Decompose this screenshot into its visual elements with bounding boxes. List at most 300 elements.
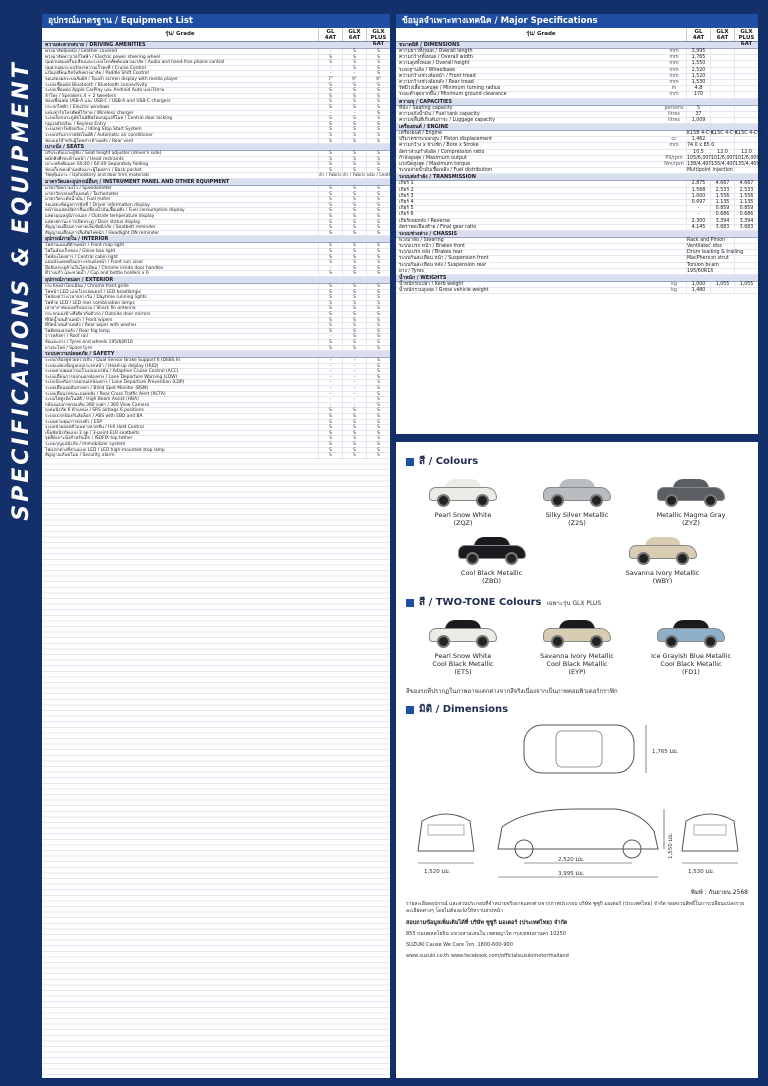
address: 855 ถนนพหลโยธิน แขวงสามเสนใน เขตพญาไท กรุงเทพมหานคร 10250: [406, 931, 566, 937]
row-value: S: [318, 60, 342, 65]
row-label: ระบบควบคุมการทรงตัว / ESP: [45, 419, 102, 425]
info-panel: [396, 442, 758, 1078]
colour-name: Savanna Ivory Metallic: [540, 652, 614, 660]
row-unit: mm: [669, 79, 679, 85]
row-label: แป้นเปลี่ยนเกียร์หลังพวงมาลัย / Paddle Shift Control: [45, 71, 149, 77]
row-value: [710, 92, 734, 97]
row-value: S: [366, 88, 390, 93]
row-label: พวงมาลัยพาวเวอร์ไฟฟ้า / Electric power steering wheel: [45, 54, 161, 60]
row-value: S: [318, 448, 342, 453]
row-label: ยางอะไหล่ / Spare tyre: [45, 345, 93, 351]
two-tone-title: สี / TWO-TONE Colours: [419, 597, 542, 608]
row-label: ระบบสตาร์ทอัจฉริยะ / Idling Stop Start System: [45, 127, 142, 133]
row-value: S: [366, 448, 390, 453]
row-value: S: [318, 284, 342, 289]
specs-grade-label: รุ่น/ Grade: [526, 31, 556, 37]
row-value: K15B 4-Cyl.: [687, 131, 715, 137]
row-unit: [662, 131, 686, 136]
row-value: [734, 269, 758, 274]
grade-transmission: 6AT: [372, 41, 385, 47]
specs-body: [396, 42, 763, 294]
front-tread-label: 1,520 มม.: [424, 869, 451, 875]
row-label: ความจุพื้นที่เก็บสัมภาระ / Luggage capacity: [399, 117, 495, 123]
row-value: S: [318, 346, 342, 351]
row-label: ระบบล็อกประตูอัตโนมัติพร้อมกุญแจรีโมท / Central door locking: [45, 116, 172, 122]
row-label: แผ่นบังแดดพร้อมกระจกแต่งหน้า / Front sun visor: [45, 260, 144, 266]
row-value: S: [342, 266, 366, 271]
row-label: ปุ่มควบคุมเครื่องเสียงและระบบโทรศัพท์บนพวงมาลัย / Audio and hand-free phone control: [45, 60, 225, 66]
row-value: MacPherson strut: [687, 256, 729, 262]
row-value: [710, 143, 734, 148]
row-unit: mm: [669, 55, 679, 61]
row-value: S: [366, 66, 390, 71]
row-value: [734, 137, 758, 142]
two-tone-option: [408, 614, 518, 676]
row-value: -: [342, 375, 366, 380]
row-value: S: [342, 329, 366, 334]
row-unit: [662, 212, 686, 217]
row-label: ปริมาตรกระบอกสูบ / Piston displacement: [399, 137, 493, 143]
row-value: -: [318, 380, 342, 385]
print-date: พิมพ์ : กันยายน 2568: [690, 889, 748, 896]
row-value: S: [318, 431, 342, 436]
equipment-filler: [42, 459, 390, 1078]
row-label: เกียร์ 1: [399, 181, 414, 187]
row-label: ระบบเชื่อมต่อ Apple CarPlay และ Android Auto แบบไร้สาย: [45, 88, 165, 94]
row-label: ไฟท้าย LED / LED rear combination lamps: [45, 300, 135, 306]
row-value: 74.0 x 85.0: [687, 143, 715, 149]
row-value: -: [342, 397, 366, 402]
row-value: S: [366, 260, 390, 265]
row-value: หนัง / Leather: [367, 173, 397, 179]
colour-code: (FD1): [682, 668, 700, 676]
row-value: S: [366, 192, 390, 197]
colour-code: (ET5): [454, 668, 472, 676]
row-label: ระบบไฟสูงอัตโนมัติ / High Beam Assist (HBA): [45, 397, 139, 403]
side-title-text: SPECIFICATIONS & EQUIPMENT: [8, 59, 34, 521]
row-value: -: [318, 49, 342, 54]
row-value: S: [342, 60, 366, 65]
row-value: S: [342, 133, 366, 138]
row-label: เครื่องยนต์ / Engine: [399, 131, 442, 137]
colour-name: Silky Silver Metallic: [545, 511, 609, 519]
car-icon: [539, 614, 615, 650]
row-value: 3.394: [710, 219, 734, 224]
row-value: S: [366, 243, 390, 248]
row-value: S: [366, 168, 390, 173]
row-value: S: [342, 168, 366, 173]
row-value: 37: [686, 112, 710, 117]
row-label: กระจกมองข้างสีเดียวกับตัวรถ / Outside door mirrors: [45, 311, 151, 317]
row-unit: persons: [664, 105, 684, 111]
row-value: [734, 118, 758, 123]
row-value: 0.686: [710, 212, 734, 217]
row-value: [710, 106, 734, 111]
row-value: 101/6,000: [711, 155, 736, 161]
row-unit: [662, 150, 686, 155]
row-value: S: [366, 403, 390, 408]
row-value: S: [342, 122, 366, 127]
row-value: S: [318, 425, 342, 430]
row-value: 1.135: [710, 200, 734, 205]
row-value: S: [318, 408, 342, 413]
row-value: -: [342, 369, 366, 374]
row-unit: [662, 244, 686, 249]
grade-column: [366, 28, 390, 47]
row-label: จอแสดงผลระบบสัมผัส / Touch screen display with media player: [45, 76, 178, 82]
row-unit: [662, 188, 686, 193]
row-value: S: [366, 83, 390, 88]
row-value: [710, 74, 734, 79]
row-value: S: [318, 249, 342, 254]
grade-column: [734, 28, 758, 47]
row-label: เข็มขัดนิรภัยแบบ 3 จุด / 3-point ELR seatbelts: [45, 430, 140, 436]
row-value: S: [366, 214, 390, 219]
row-unit: mm: [669, 73, 679, 79]
row-value: S: [366, 111, 390, 116]
row-value: 4.667: [710, 181, 734, 186]
row-value: -: [342, 392, 366, 397]
row-label: รัศมีวงเลี้ยวแคบสุด / Minimum turning radius: [399, 86, 501, 92]
row-label: อัตราส่วนกำลังอัด / Compression ratio: [399, 149, 485, 155]
row-value: S: [366, 220, 390, 225]
colour-option: [522, 473, 632, 527]
row-value: S: [342, 151, 366, 156]
car-icon: [653, 473, 729, 509]
row-value: S: [366, 255, 390, 260]
row-label: ระบบเตือนรถขณะถอยหลัง / Rear Cross Traffic Alert (RCTA): [45, 391, 166, 397]
row-unit: [662, 194, 686, 199]
row-label: ระบบเตือนจุดอับสายตา / Blind Spot Monitor (BSM): [45, 386, 149, 392]
colour-name-secondary: Cool Black Metallic: [660, 660, 722, 668]
row-value: 1.568: [686, 188, 710, 193]
row-value: K15C 4-Cyl.: [735, 131, 763, 137]
row-value: [710, 118, 734, 123]
row-value: [734, 244, 758, 249]
row-value: 3.683: [710, 225, 734, 230]
row-value: S: [318, 168, 342, 173]
hotline: SUZUKI Cause We Care โทร. 1800-600-900: [406, 942, 513, 948]
colour-name: Savanna Ivory Metallic: [625, 569, 700, 577]
row-value: ผ้า / Fabric: [343, 173, 366, 179]
row-label: เกียร์ 4: [399, 199, 414, 205]
section-header: ความจุ / CAPACITIES: [396, 99, 758, 106]
row-value: 1.135: [734, 200, 758, 205]
row-value: S: [318, 122, 342, 127]
row-value: S: [318, 225, 342, 230]
row-unit: PS/rpm: [665, 155, 683, 161]
row-value: S: [318, 127, 342, 132]
row-value: [734, 106, 758, 111]
row-value: S: [366, 369, 390, 374]
row-value: S: [318, 318, 342, 323]
row-value: S: [318, 255, 342, 260]
row-value: [734, 55, 758, 60]
row-value: S: [366, 323, 390, 328]
contact-title: สอบถามข้อมูลเพิ่มเติมได้ที่ บริษัท ซูซูกิ มอเตอร์ (ประเทศไทย) จำกัด: [406, 920, 568, 926]
row-value: [710, 269, 734, 274]
row-value: S: [366, 329, 390, 334]
row-label: พวงมาลัยหุ้มหนัง / Leather covered: [45, 49, 117, 54]
car-icon: [454, 531, 530, 567]
top-view-car-icon: [524, 725, 646, 773]
row-label: ระบบเบรก หน้า / Brakes front: [399, 244, 465, 250]
row-value: -: [686, 206, 710, 211]
colour-note: สีของรถที่ปรากฏในภาพอาจแตกต่างจากสีจริงเนื่องจากเป็นภาพคอมพิวเตอร์กราฟิก: [406, 688, 618, 695]
row-unit: [662, 181, 686, 186]
row-value: S: [318, 55, 342, 60]
row-value: [734, 80, 758, 85]
row-value: S: [366, 358, 390, 363]
colours-heading: [406, 454, 748, 469]
row-label: เกียร์ 5: [399, 206, 414, 212]
row-value: 1.000: [686, 194, 710, 199]
row-label: ระบบแสดงข้อมูลบนกระจกหน้า / Head-up display (HUD): [45, 363, 159, 369]
bullet-icon: [406, 458, 414, 466]
row-value: S: [342, 192, 366, 197]
row-label: เกียร์ถอยหลัง / Reverse: [399, 218, 450, 224]
row-value: S: [366, 271, 390, 276]
row-value: -: [318, 266, 342, 271]
row-value: -: [342, 358, 366, 363]
row-value: 5: [686, 106, 710, 111]
row-value: S: [366, 139, 390, 144]
row-label: ระบบกล้องคู่ช่วยตรวจจับ / Dual Sensor Brake Support II (DSBS II): [45, 358, 181, 364]
specs-panel: [396, 14, 763, 434]
row-value: S: [366, 414, 390, 419]
row-value: S: [342, 49, 366, 54]
row-value: 9": [342, 77, 366, 82]
row-value: S: [342, 197, 366, 202]
row-value: S: [366, 49, 390, 54]
row-unit: [662, 269, 686, 274]
colour-code: (ZQZ): [453, 519, 473, 527]
row-value: 2.533: [710, 188, 734, 193]
row-value: -: [318, 392, 342, 397]
row-value: -: [318, 386, 342, 391]
row-value: S: [342, 453, 366, 458]
row-label: แท่นชาร์จโทรศัพท์ไร้สาย / Wireless charger: [45, 110, 134, 116]
row-value: S: [342, 301, 366, 306]
row-value: S: [366, 453, 390, 458]
row-value: [710, 238, 734, 243]
row-value: S: [318, 186, 342, 191]
dimensions-heading: [406, 702, 748, 717]
row-value: S: [342, 436, 366, 441]
section-header: ระบบความปลอดภัย / SAFETY: [42, 351, 390, 358]
row-value: S: [366, 133, 390, 138]
row-label: ไฟในห้องเก็บของ / Glove box light: [45, 249, 116, 254]
row-value: 1,550: [686, 61, 710, 66]
row-value: S: [342, 94, 366, 99]
row-value: [710, 55, 734, 60]
colour-name-secondary: Cool Black Metallic: [546, 660, 608, 668]
row-label: ไฟเบรกดวงที่สามแบบ LED / LED high-mounted stop lamp: [45, 447, 165, 453]
row-value: S: [366, 364, 390, 369]
row-label: แสดงสถานะการเปิดประตู / Door status display: [45, 219, 141, 225]
row-value: S: [318, 306, 342, 311]
colour-code: (Z2S): [568, 519, 586, 527]
row-label: ล้อและยาง / Tyres and wheels 195/60R16: [45, 339, 133, 345]
row-value: S: [366, 105, 390, 110]
row-label: กำลังสูงสุด / Maximum output: [399, 155, 467, 161]
row-value: S: [366, 208, 390, 213]
row-value: S: [342, 99, 366, 104]
disclaimer: รายละเอียดอุปกรณ์ และส่วนประกอบที่จำหน่ายจริงอาจแตกต่างจากภาพประกอบ บริษัท ซูซูกิ มอเตอร์ (ประเทศไทย) จำกัด ขอสงวนสิทธิ์ในการเปลี่ยนแปลงรายละเอียดต่างๆ โดยไม่ต้องแจ้งให้ทราบล่วงหน้า: [406, 901, 745, 914]
row-label: มาตรวัดรอบเครื่องยนต์ / Tachometer: [45, 191, 119, 197]
row-value: -: [342, 111, 366, 116]
row-value: 0.859: [710, 206, 734, 211]
section-header: ระบบช่วงล่าง / CHASSIS: [396, 231, 758, 238]
wheelbase-label: 2,520 มม.: [558, 857, 585, 863]
row-unit: [662, 206, 686, 211]
dimensions-title: มิติ / Dimensions: [419, 704, 509, 715]
row-value: 2.300: [686, 219, 710, 224]
row-value: [710, 61, 734, 66]
row-value: S: [366, 122, 390, 127]
two-tone-option: [636, 614, 746, 676]
row-value: S: [342, 408, 366, 413]
web-links: www.suzuki.co.th www.facebook.com/officialsuzukimotorthailand: [406, 953, 569, 959]
row-value: 12.0: [734, 150, 758, 155]
row-unit: mm: [669, 67, 679, 73]
row-value: S: [366, 375, 390, 380]
length-label: 3,995 มม.: [558, 871, 585, 877]
row-value: S: [366, 386, 390, 391]
row-value: Ventilated disc: [687, 244, 723, 250]
row-value: S: [342, 55, 366, 60]
row-value: S: [342, 334, 366, 339]
row-value: 9": [366, 77, 390, 82]
row-value: S: [366, 60, 390, 65]
row-label: ความกว้างทั้งหมด / Overall width: [399, 55, 473, 61]
row-value: S: [366, 318, 390, 323]
row-value: S: [342, 425, 366, 430]
row-value: S: [342, 442, 366, 447]
row-label: หน้าจอแสดงอัตราสิ้นเปลืองน้ำมันเชื้อเพลิง / Fuel consumption display: [45, 208, 185, 214]
row-value: S: [318, 260, 342, 265]
row-value: S: [318, 203, 342, 208]
row-value: [734, 112, 758, 117]
row-value: 10.5: [686, 150, 710, 155]
row-value: S: [318, 192, 342, 197]
two-tone-grid: [406, 614, 748, 680]
row-value: [734, 168, 758, 173]
row-value: S: [342, 312, 366, 317]
row-unit: [662, 225, 686, 230]
row-value: S: [342, 340, 366, 345]
grade-transmission: 4AT: [324, 35, 337, 41]
row-value: Multipoint injection: [687, 168, 733, 174]
row-value: 2.533: [734, 188, 758, 193]
width-label: 1,765 มม.: [652, 749, 679, 755]
row-value: S: [366, 340, 390, 345]
row-value: -: [318, 369, 342, 374]
bullet-icon: [406, 599, 414, 607]
row-value: S: [366, 425, 390, 430]
row-value: S: [318, 83, 342, 88]
row-label: มือจับประตูด้านในโครเมียม / Chrome inside door handles: [45, 265, 164, 271]
row-value: S: [342, 83, 366, 88]
row-value: S: [366, 94, 390, 99]
row-label: ระบบกุญแจนิรภัย / Immobilizer system: [45, 442, 126, 447]
row-value: 170: [686, 92, 710, 97]
row-value: -: [342, 403, 366, 408]
section-header: ระบบส่งกำลัง / TRANSMISSION: [396, 174, 758, 181]
grade-column: [710, 28, 734, 41]
row-value: [734, 68, 758, 73]
row-unit: cc: [671, 137, 677, 143]
two-tone-option: [522, 614, 632, 676]
row-label: ความยาวทั้งหมด / Overall length: [399, 49, 473, 54]
row-label: ไฟตัดหมอกหลัง / Rear fog lamp: [45, 328, 110, 334]
dimension-drawings: [406, 721, 748, 881]
row-value: 2,520: [686, 68, 710, 73]
row-label: ความจุถังน้ำมัน / Fuel tank capacity: [399, 111, 480, 117]
row-value: -: [318, 403, 342, 408]
row-label: ที่วางแก้ว และขวดน้ำ / Cup and bottle holders x 6: [45, 271, 149, 277]
row-value: 4.667: [734, 181, 758, 186]
row-value: S: [318, 340, 342, 345]
row-label: ระบบเตือนการออกนอกช่องทาง / Lane Departure Warning (LDW): [45, 374, 178, 380]
row-value: S: [342, 295, 366, 300]
colour-name-secondary: Cool Black Metallic: [432, 660, 494, 668]
section-header: เบาะนั่ง / SEATS: [42, 144, 390, 151]
row-unit: Nm/rpm: [664, 162, 684, 167]
row-value: ผ้า / Fabric: [319, 173, 342, 179]
car-icon: [653, 614, 729, 650]
car-icon: [539, 473, 615, 509]
row-label: กระจกไฟฟ้า / Electric windows: [45, 104, 110, 110]
row-value: Drum leading & trailing: [687, 250, 744, 256]
row-value: 1,000: [686, 282, 710, 287]
grade-transmission: 4AT: [692, 35, 705, 41]
row-value: S: [342, 203, 366, 208]
row-value: S: [318, 88, 342, 93]
grade-name: GL: [326, 29, 335, 35]
row-label: ปรับระดับเบาะผู้ขับ / Seat height adjuster (driver's side): [45, 151, 162, 157]
row-value: S: [318, 442, 342, 447]
row-value: [734, 86, 758, 91]
row-value: S: [342, 66, 366, 71]
equipment-grade-label: รุ่น/ Grade: [165, 31, 195, 37]
row-value: S: [342, 448, 366, 453]
row-unit: [662, 263, 686, 268]
row-unit: mm: [669, 61, 679, 67]
section-header: มาตรวัดและอุปกรณ์อื่นๆ / INSTRUMENT PANEL AND OTHER EQUIPMENT: [42, 179, 390, 186]
row-label: เกียร์ 6: [399, 212, 414, 218]
row-value: S: [318, 99, 342, 104]
grade-transmission: 6AT: [348, 35, 361, 41]
rear-tread-label: 1,530 มม.: [688, 869, 715, 875]
row-value: 3,995: [686, 49, 710, 54]
row-label: ระบบเบรก หลัง / Brakes rear: [399, 250, 463, 256]
row-value: S: [342, 255, 366, 260]
row-unit: [662, 250, 686, 255]
colour-code: (WBY): [652, 577, 673, 585]
row-value: [710, 137, 734, 142]
row-value: 1.556: [710, 194, 734, 199]
row-value: S: [342, 162, 366, 167]
row-value: S: [366, 392, 390, 397]
row-unit: mm: [669, 143, 679, 149]
row-value: S: [342, 88, 366, 93]
row-value: S: [318, 271, 342, 276]
grade-name: GL: [694, 29, 703, 35]
row-value: S: [366, 151, 390, 156]
row-label: ที่ปัดน้ำฝนด้านหน้า / Front wipers: [45, 317, 113, 323]
row-value: S: [318, 323, 342, 328]
